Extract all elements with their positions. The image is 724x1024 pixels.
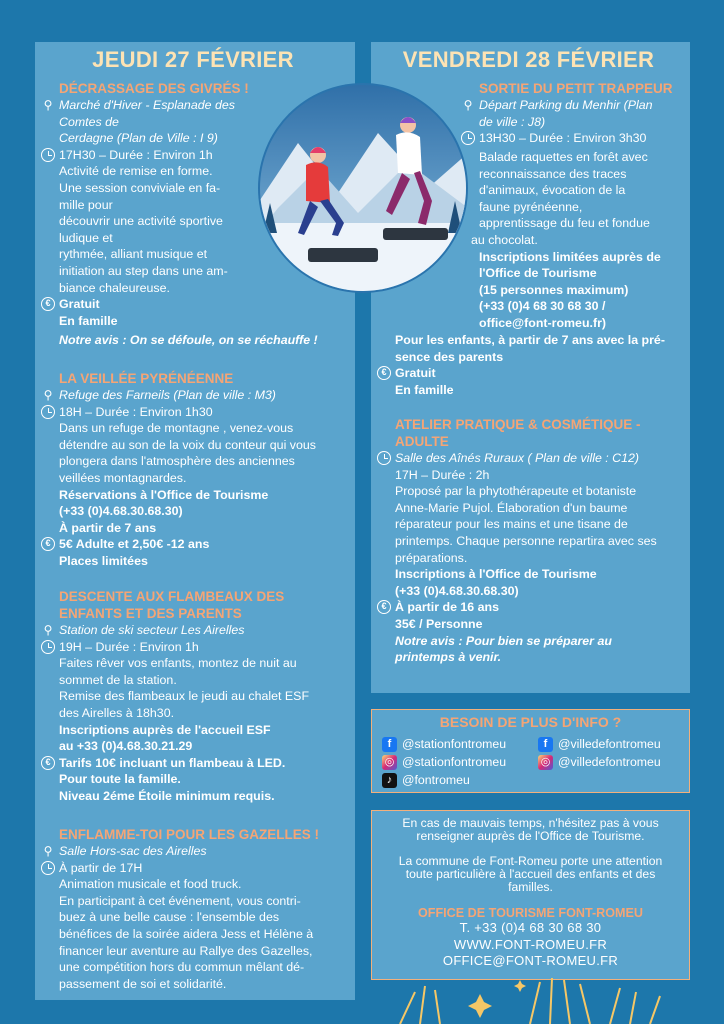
tiktok-icon: ♪ (382, 773, 397, 788)
footer-box (371, 810, 690, 980)
event-opinion: Notre avis : Pour bien se préparer au printemps à venir. (395, 633, 612, 665)
event-time: 17H – Durée : 2h (395, 467, 490, 482)
clock-icon (41, 148, 55, 162)
event-trappeur-age (377, 332, 682, 398)
event-gazelles (41, 826, 347, 992)
event-description: Proposé par la phytothérapeute et botaniste Anne-Marie Pujol. Élaboration d'un baume réparateur pour les mains et une tisane de printemps. Chaque personne repartira avec ses préparations. (395, 484, 657, 565)
instagram-icon: ◎ (538, 755, 553, 770)
euro-icon: € (41, 756, 55, 770)
commune-note: La commune de Font-Romeu porte une attention toute particulière à l'accueil des enfants et des familles. (398, 854, 663, 894)
info-title: BESOIN DE PLUS D'INFO ? (439, 714, 622, 730)
event-title: ATELIER PRATIQUE & COSMÉTIQUE - ADULTE (395, 417, 641, 449)
event-opinion: Notre avis : On se défoule, on se réchauffe ! (59, 333, 318, 348)
friday-title: VENDREDI 28 FÉVRIER (402, 47, 655, 72)
event-time: À partir de 17H (41, 860, 347, 877)
event-trappeur-details (471, 149, 682, 332)
info-box (371, 709, 690, 793)
location-pin-icon: ⚲ (463, 98, 473, 112)
office-title: OFFICE DE TOURISME FONT-ROMEU (417, 906, 644, 920)
location-pin-icon: ⚲ (43, 388, 53, 402)
social-tiktok[interactable]: ♪ @fontromeu (382, 772, 470, 788)
office-email[interactable]: OFFICE@FONT-ROMEU.FR (442, 953, 619, 968)
event-location: ⚲ Marché d'Hiver - Esplanade des Comtes de Cerdagne (Plan de Ville : I 9) (41, 97, 347, 147)
location-pin-icon: ⚲ (43, 844, 53, 858)
social-instagram-ville[interactable]: ◎ @villedefontromeu (538, 754, 661, 770)
event-description: Dans un refuge de montagne , venez-vous détendre au son de la voix du conteur qui vous plongera dans l'atmosphère des anciennes veillées montagnardes. (59, 421, 316, 485)
euro-icon: € (41, 537, 55, 551)
euro-icon: € (377, 600, 391, 614)
social-facebook-station[interactable]: f @stationfontromeu (382, 736, 506, 752)
sparkle-decoration-icon (380, 972, 680, 1024)
clock-icon (41, 405, 55, 419)
event-title: DESCENTE AUX FLAMBEAUX DES ENFANTS ET DES PARENTS (59, 589, 285, 621)
facebook-icon: f (382, 737, 397, 752)
event-time: 18H – Durée : Environ 1h30 (41, 404, 347, 421)
thursday-title: JEUDI 27 FÉVRIER (92, 47, 294, 72)
event-atelier (377, 416, 682, 666)
event-veillee (41, 370, 347, 570)
event-trappeur (461, 80, 682, 147)
social-instagram-station[interactable]: ◎ @stationfontromeu (382, 754, 506, 770)
office-phone[interactable]: T. +33 (0)4 68 30 68 30 (459, 920, 602, 935)
event-price: € Gratuit En famille (377, 365, 682, 398)
event-description: Faites rêver vos enfants, montez de nuit au sommet de la station. Remise des flambeaux le jeudi au chalet ESF des Airelles à 18h30. (59, 656, 310, 720)
event-title: ENFLAMME-TOI POUR LES GAZELLES ! (59, 827, 320, 842)
clock-icon (41, 861, 55, 875)
facebook-icon: f (538, 737, 553, 752)
event-booking: Inscriptions limitées auprès de l'Office de Tourisme (15 personnes maximum) (+33 (0)4 68 30 68 30 / office@font-romeu.fr) (479, 249, 661, 330)
event-price: € Gratuit En famille (41, 296, 347, 329)
event-time: 17H30 – Durée : Environ 1h (41, 147, 347, 164)
social-facebook-ville[interactable]: f @villedefontromeu (538, 736, 661, 752)
event-title: LA VEILLÉE PYRÉNÉENNE (59, 371, 234, 386)
instagram-icon: ◎ (382, 755, 397, 770)
event-price: € Tarifs 10€ incluant un flambeau à LED. Pour toute la famille. Niveau 2éme Étoile minimum requis. (41, 755, 347, 805)
event-price: € À partir de 16 ans 35€ / Personne (377, 599, 682, 632)
location-pin-icon: ⚲ (43, 98, 53, 112)
event-title: DÉCRASSAGE DES GIVRÉS ! (59, 81, 249, 96)
event-description: Balade raquettes en forêt avec reconnaissance des traces d'animaux, évocation de la faune pyrénéenne, apprentissage du feu et fondue au chocolat. (471, 150, 650, 247)
clock-icon (41, 640, 55, 654)
event-booking: Inscriptions auprès de l'accueil ESF au +33 (0)4.68.30.21.29 (59, 722, 271, 754)
clock-icon (377, 451, 391, 465)
location-pin-icon: ⚲ (43, 623, 53, 637)
event-age: Pour les enfants, à partir de 7 ans avec la pré- sence des parents (395, 333, 665, 364)
event-time: 13H30 – Durée : Environ 3h30 (461, 130, 682, 147)
event-booking: Inscriptions à l'Office de Tourisme (+33 (0)4.68.30.68.30) (395, 567, 597, 598)
event-location: ⚲ Refuge des Farneils (Plan de ville : M3) (41, 387, 347, 404)
step-exercise-illustration (258, 83, 468, 293)
event-flambeaux (41, 588, 347, 805)
euro-icon: € (377, 366, 391, 380)
weather-note: En cas de mauvais temps, n'hésitez pas à vous renseigner auprès de l'Office de Tourisme. (402, 816, 659, 843)
event-title: SORTIE DU PETIT TRAPPEUR (479, 81, 673, 96)
event-time: 19H – Durée : Environ 1h (41, 639, 347, 656)
event-location: ⚲ Salle Hors-sac des Airelles (41, 843, 347, 860)
event-location: ⚲ Station de ski secteur Les Airelles (41, 622, 347, 639)
event-location: Salle des Aînés Ruraux ( Plan de ville : C12) (377, 450, 682, 467)
event-description: Animation musicale et food truck. En participant à cet événement, vous contri- buez à une belle cause : l'ensemble des bénéfices de la soirée aidera Jess et Hélène à financer leur aventure au Rallye des Gazelles, une compétition hors du commun mêlant dé- passement de soi et solidarité. (59, 877, 314, 991)
event-description: Activité de remise en forme. Une session conviviale en fa- mille pour découvrir une activité sportive ludique et rythmée, alliant musique et initiation au step dans une am- biance chaleureuse. (59, 164, 228, 295)
event-price: € 5€ Adulte et 2,50€ -12 ans Places limitées (41, 536, 347, 569)
euro-icon: € (41, 297, 55, 311)
event-booking: Réservations à l'Office de Tourisme (+33 (0)4.68.30.68.30) À partir de 7 ans (59, 487, 269, 535)
event-location: ⚲ Départ Parking du Menhir (Plan de ville : J8) (461, 97, 682, 130)
office-website[interactable]: WWW.FONT-ROMEU.FR (453, 936, 608, 952)
